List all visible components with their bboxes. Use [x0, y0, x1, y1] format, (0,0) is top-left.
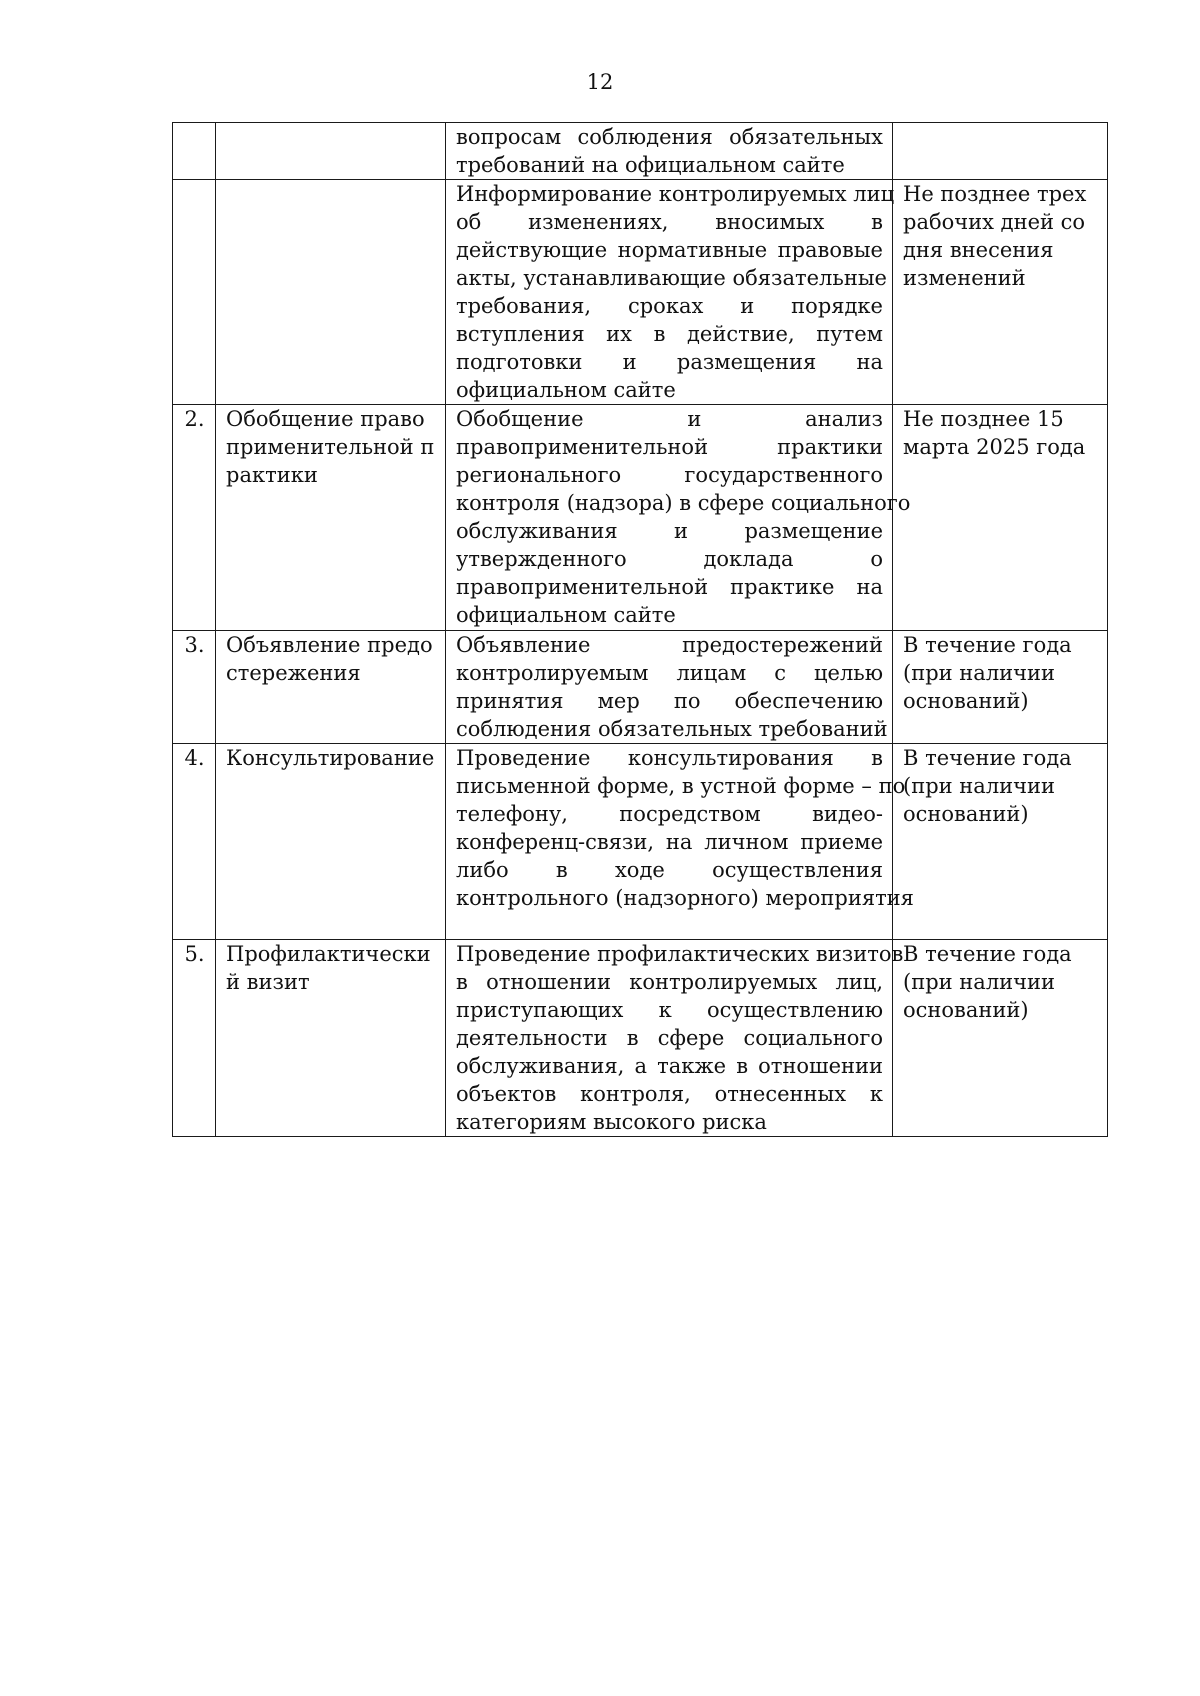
measure-name: Консультирование: [216, 744, 446, 940]
measure-name: [216, 180, 446, 405]
prevention-measures-table: [172, 122, 1108, 1137]
measure-term: В течение года (при наличии оснований): [893, 631, 1108, 744]
table-row: [173, 744, 1108, 940]
table-row: [173, 405, 1108, 631]
measure-term: В течение года (при наличии оснований): [893, 744, 1108, 940]
measure-description: Объявление предостережений контролируемым лицам с целью принятия мер по обеспечению соблюдения обязательных требований: [446, 631, 893, 744]
table-row: [173, 631, 1108, 744]
row-number: 5.: [173, 940, 216, 1137]
measure-term: Не позднее 15 марта 2025 года: [893, 405, 1108, 631]
measure-description: Обобщение и анализ правоприменительной практики регионального государственного контроля (надзора) в сфере социального обслуживания и размещение утвержденного доклада о правоприменительной практике на официальном сайте: [446, 405, 893, 631]
page-number: 12: [586, 70, 614, 94]
row-number: 4.: [173, 744, 216, 940]
measure-name: [216, 123, 446, 180]
row-number: [173, 180, 216, 405]
measure-term: Не позднее трех рабочих дней со дня внесения изменений: [893, 180, 1108, 405]
measure-name: Обобщение правоприменительной практики: [216, 405, 446, 631]
measure-description: Информирование контролируемых лиц об изменениях, вносимых в действующие нормативные правовые акты, устанавливающие обязательные требования, сроках и порядке вступления их в действие, путем подготовки и размещения на официальном сайте: [446, 180, 893, 405]
row-number: 3.: [173, 631, 216, 744]
measure-description: Проведение профилактических визитов в отношении контролируемых лиц, приступающих к осуществлению деятельности в сфере социального обслуживания, а также в отношении объектов контроля, отнесенных к категориям высокого риска: [446, 940, 893, 1137]
row-number: 2.: [173, 405, 216, 631]
table-row: [173, 180, 1108, 405]
measure-term: [893, 123, 1108, 180]
table-row: [173, 940, 1108, 1137]
measure-term: В течение года (при наличии оснований): [893, 940, 1108, 1137]
table-row: [173, 123, 1108, 180]
measure-name: Профилактический визит: [216, 940, 446, 1137]
measure-description: Проведение консультирования в письменной форме, в устной форме – по телефону, посредством видео- конференц-связи, на личном приеме либо в ходе осуществления контрольного (надзорного) мероприятия: [446, 744, 893, 940]
row-number: [173, 123, 216, 180]
measure-description: вопросам соблюдения обязательных требований на официальном сайте: [446, 123, 893, 180]
measure-name: Объявление предостережения: [216, 631, 446, 744]
